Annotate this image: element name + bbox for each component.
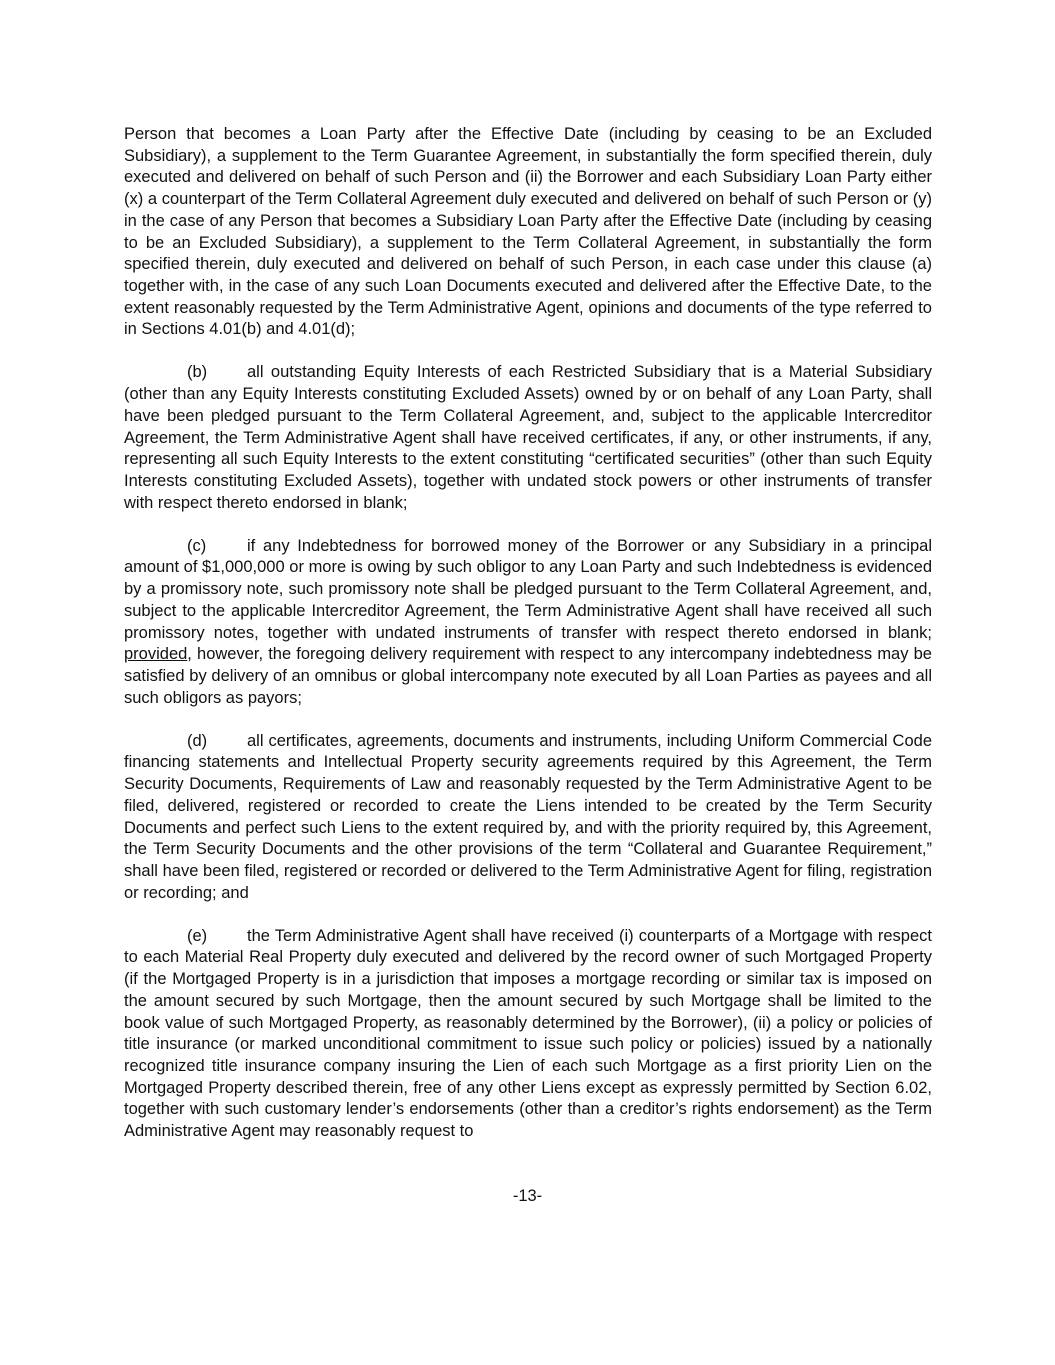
clause-b-text: all outstanding Equity Interests of each Restricted Subsidiary that is a Material Subsidiary (other than any Equity Interests constituting Excluded Assets) owned by or on behalf of any Loan Party, shall have been pledged pursuant to the Term Collateral Agreement, and, subject to the applicable Intercreditor Agreement, the Term Administrative Agent shall have received certificates, if any, or other instruments, if any, representing all such Equity Interests to the extent constituting “certificated securities” (other than such Equity Interests constituting Excluded Assets), together with undated stock powers or other instruments of transfer with respect thereto endorsed in blank; (124, 363, 932, 512)
intro-paragraph: Person that becomes a Loan Party after the Effective Date (including by ceasing to be an Excluded Subsidiary), a supplement to the Term Guarantee Agreement, in substantially the form specified therein, duly executed and delivered on behalf of such Person and (ii) the Borrower and each Subsidiary Loan Party either (x) a counterpart of the Term Collateral Agreement duly executed and delivered on behalf of such Person or (y) in the case of any Person that becomes a Subsidiary Loan Party after the Effective Date (including by ceasing to be an Excluded Subsidiary), a supplement to the Term Collateral Agreement, in substantially the form specified therein, duly executed and delivered on behalf of such Person, in each case under this clause (a) together with, in the case of any such Loan Documents executed and delivered after the Effective Date, to the extent reasonably requested by the Term Administrative Agent, opinions and documents of the type referred to in Sections 4.01(b) and 4.01(d); (124, 125, 932, 339)
clause-c-label: (c) (187, 536, 207, 555)
clause-b-label: (b) (187, 363, 208, 382)
clause-b-paragraph (124, 362, 932, 514)
clause-c-provided-term: provided (124, 645, 188, 664)
clause-d-text: all certificates, agreements, documents and instruments, including Uniform Commercial Code financing statements and Intellectual Property security agreements required by this Agreement, the Term Security Documents, Requirements of Law and reasonably requested by the Term Administrative Agent to be filed, delivered, registered or recorded to create the Liens intended to be created by the Term Security Documents and perfect such Liens to the extent required by, and with the priority required by, this Agreement, the Term Security Documents and the other provisions of the term “Collateral and Guarantee Requirement,” shall have been filed, registered or recorded or delivered to the Term Administrative Agent for filing, registration or recording; and (124, 731, 932, 902)
clause-c-paragraph (124, 536, 932, 710)
clause-c-text-before: if any Indebtedness for borrowed money of the Borrower or any Subsidiary in a principal amount of $1,000,000 or more is owing by such obligor to any Loan Party and such Indebtedness is evidenced by a promissory note, such promissory note shall be pledged pursuant to the Term Collateral Agreement, and, subject to the applicable Intercreditor Agreement, the Term Administrative Agent shall have received all such promissory notes, together with undated instruments of transfer with respect thereto endorsed in blank; (124, 536, 932, 642)
clause-c-text-after: , however, the foregoing delivery requirement with respect to any intercompany indebtedness may be satisfied by delivery of an omnibus or global intercompany note executed by all Loan Parties as payees and all such obligors as payors; (124, 645, 932, 707)
clause-d-paragraph (124, 731, 932, 905)
clause-d-label: (d) (187, 731, 208, 750)
page-number: -13- (512, 1187, 543, 1205)
clause-e-text: the Term Administrative Agent shall have received (i) counterparts of a Mortgage with respect to each Material Real Property duly executed and delivered by the record owner of such Mortgaged Property (if the Mortgaged Property is in a jurisdiction that imposes a mortgage recording or similar tax is imposed on the amount secured by such Mortgage, then the amount secured by such Mortgage shall be limited to the book value of such Mortgaged Property, as reasonably determined by the Borrower), (ii) a policy or policies of title insurance (or marked unconditional commitment to issue such policy or policies) issued by a nationally recognized title insurance company insuring the Lien of each such Mortgage as a first priority Lien on the Mortgaged Property described therein, free of any other Liens except as expressly permitted by Section 6.02, together with such customary lender’s endorsements (other than a creditor’s rights endorsement) as the Term Administrative Agent may reasonably request to (124, 926, 932, 1141)
clause-e-label: (e) (187, 926, 208, 945)
document-body (124, 124, 932, 1143)
clause-e-paragraph (124, 926, 932, 1143)
